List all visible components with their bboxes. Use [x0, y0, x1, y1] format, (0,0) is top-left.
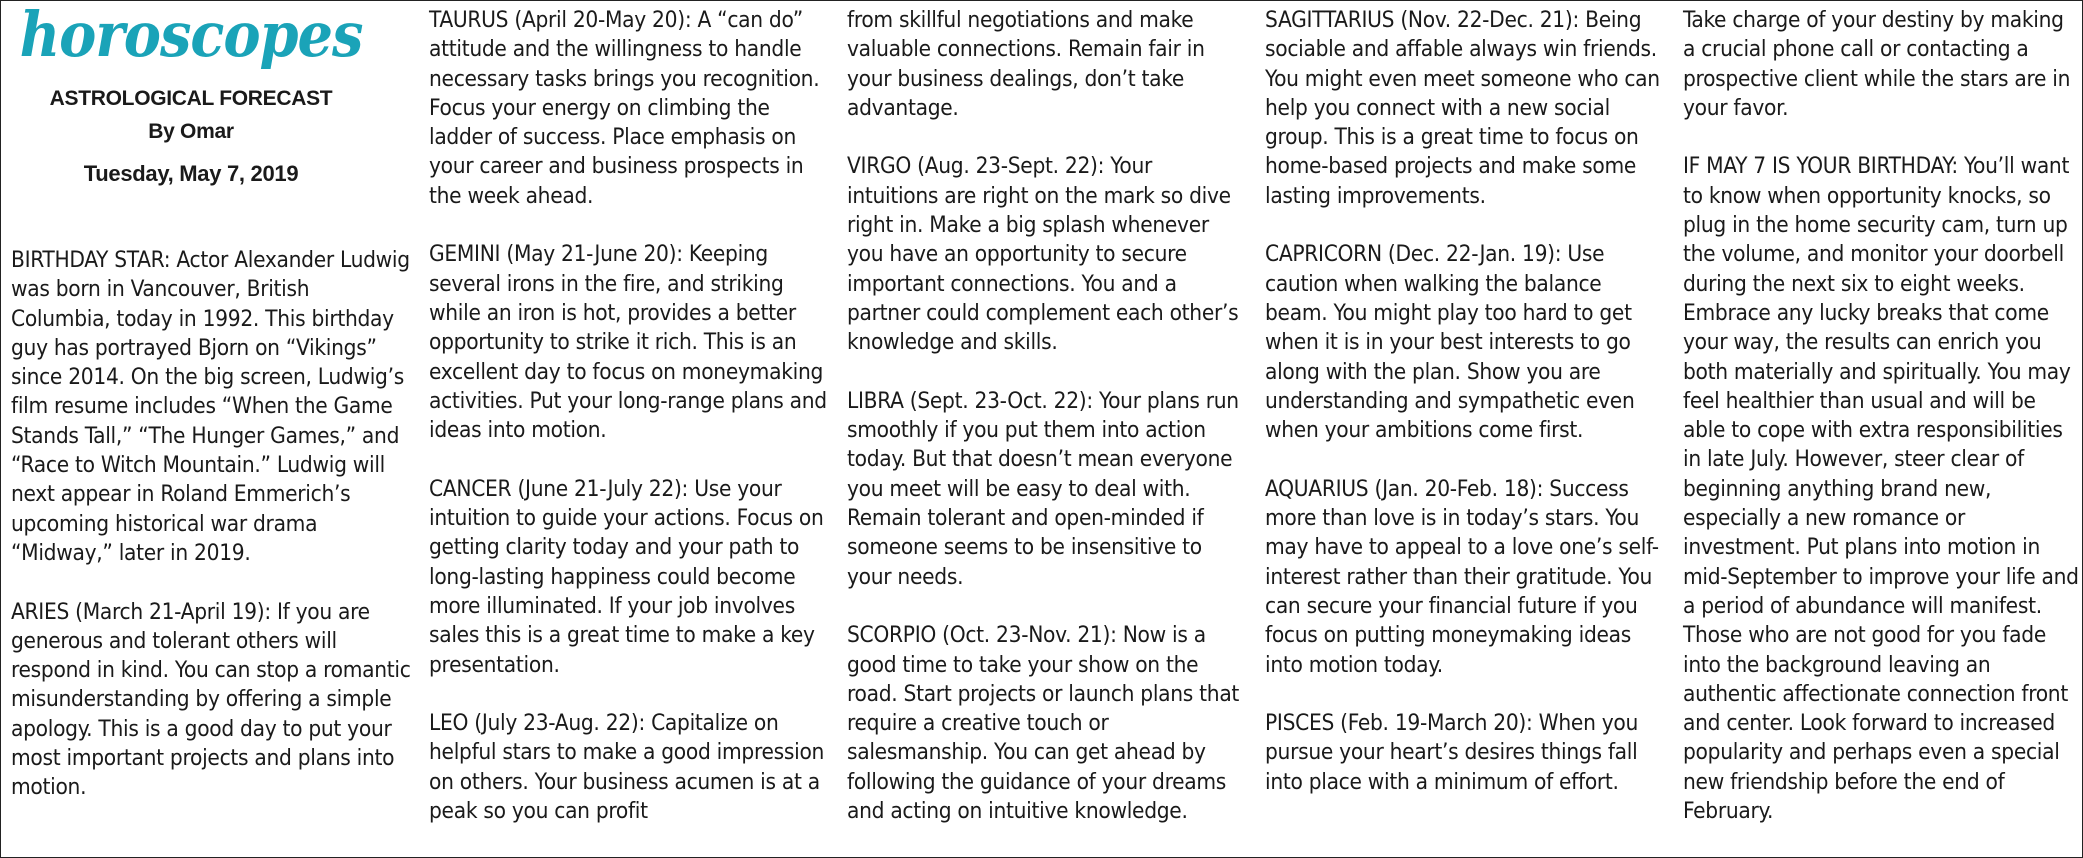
- pisces-entry: PISCES (Feb. 19-March 20): When you pursue your heart’s desires things fall into place with a minimum of effort.: [1265, 710, 1639, 795]
- column-2: [429, 6, 831, 856]
- capricorn-entry: CAPRICORN (Dec. 22-Jan. 19): Use caution when walking the balance beam. You might play too hard to get when it is in your best interests to go along with the plan. Show you are understanding and sympathetic even when your ambitions come first.: [1265, 241, 1635, 444]
- gemini-entry: GEMINI (May 21-June 20): Keeping several irons in the fire, and striking while an iron is hot, provides a better opportunity to strike it rich. This is an excellent day to focus on moneymaking activities. Put your long-range plans and ideas into motion.: [429, 241, 827, 444]
- page-title: horoscopes: [19, 0, 363, 71]
- dateline: Tuesday, May 7, 2019: [83, 161, 299, 186]
- taurus-entry: TAURUS (April 20-May 20): A “can do” attitude and the willingness to handle necessary tasks brings you recognition. Focus your energy on climbing the ladder of success. Place emphasis on your career and business prospects in the week ahead.: [429, 7, 820, 209]
- masthead: [11, 0, 411, 246]
- column-4: [1265, 6, 1663, 856]
- sagittarius-entry: SAGITTARIUS (Nov. 22-Dec. 21): Being sociable and affable always win friends. You might even meet someone who can help you connect with a new social group. This is a great time to focus on home-based projects and make some lasting improvements.: [1265, 7, 1660, 209]
- column-5: [1683, 6, 2079, 856]
- birthday-star-entry: BIRTHDAY STAR: Actor Alexander Ludwig was born in Vancouver, British Columbia, today in 1992. This birthday guy has portrayed Bjorn on “Vikings” since 2014. On the big screen, Ludwig’s film resume includes “When the Game Stands Tall,” “The Hunger Games,” and “Race to Witch Mountain.” Ludwig will next appear in Roland Emmerich’s upcoming historical war drama “Midway,” later in 2019.: [11, 247, 410, 566]
- column-1: [11, 0, 411, 856]
- column-3: [847, 6, 1245, 856]
- section-subtitle: ASTROLOGICAL FORECAST: [49, 87, 333, 110]
- scorpio-entry: SCORPIO (Oct. 23-Nov. 21): Now is a good time to take your show on the road. Start projects or launch plans that require a creative touch or salesmanship. You can get ahead by following the guidance of your dreams and acting on intuitive knowledge.: [847, 622, 1240, 825]
- your-birthday-entry: IF MAY 7 IS YOUR BIRTHDAY: You’ll want to know when opportunity knocks, so plug in the home security cam, turn up the volume, and monitor your doorbell during the next six to eight weeks. Embrace any lucky breaks that come your way, the results can enrich you both materially and spiritually. You may feel healthier than usual and will be able to cope with extra responsibilities in late July. However, steer clear of beginning anything brand new, especially a new romance or investment. Put plans into motion in mid-September to improve your life and a period of abundance will manifest. Those who are not good for you fade into the background leaving an authentic affectionate connection front and center. Look forward to increased popularity and perhaps even a special new friendship before the end of February.: [1683, 153, 2079, 825]
- aries-entry: ARIES (March 21-April 19): If you are generous and tolerant others will respond in kind. You can stop a romantic misunderstanding by offering a simple apology. This is a good day to put your most important projects and plans into motion.: [11, 598, 411, 801]
- byline: By Omar: [148, 120, 234, 143]
- cancer-entry: CANCER (June 21-July 22): Use your intuition to guide your actions. Focus on getting clarity today and your path to long-lasting happiness could become more illuminated. If your job involves sales this is a great time to make a key presentation.: [429, 475, 824, 678]
- pisces-entry-continued: Take charge of your destiny by making a crucial phone call or contacting a prospective client while the stars are in your favor.: [1683, 7, 2071, 121]
- leo-entry-continued: from skillful negotiations and make valuable connections. Remain fair in your business dealings, don’t take advantage.: [847, 7, 1205, 121]
- leo-entry: LEO (July 23-Aug. 22): Capitalize on helpful stars to make a good impression on others. Your business acumen is at a peak so you can profit: [429, 710, 825, 825]
- virgo-entry: VIRGO (Aug. 23-Sept. 22): Your intuitions are right on the mark so dive right in. Make a big splash whenever you have an opportunity to secure important connections. You and a partner could complement each other’s knowledge and skills.: [847, 153, 1239, 356]
- aquarius-entry: AQUARIUS (Jan. 20-Feb. 18): Success more than love is in today’s stars. You may have to appeal to a love one’s self-interest rather than their gratitude. You can secure your financial future if you focus on putting moneymaking ideas into motion today.: [1265, 475, 1659, 678]
- libra-entry: LIBRA (Sept. 23-Oct. 22): Your plans run smoothly if you put them into action today. But that doesn’t mean everyone you meet will be easy to deal with. Remain tolerant and open-minded if someone seems to be insensitive to your needs.: [847, 387, 1239, 590]
